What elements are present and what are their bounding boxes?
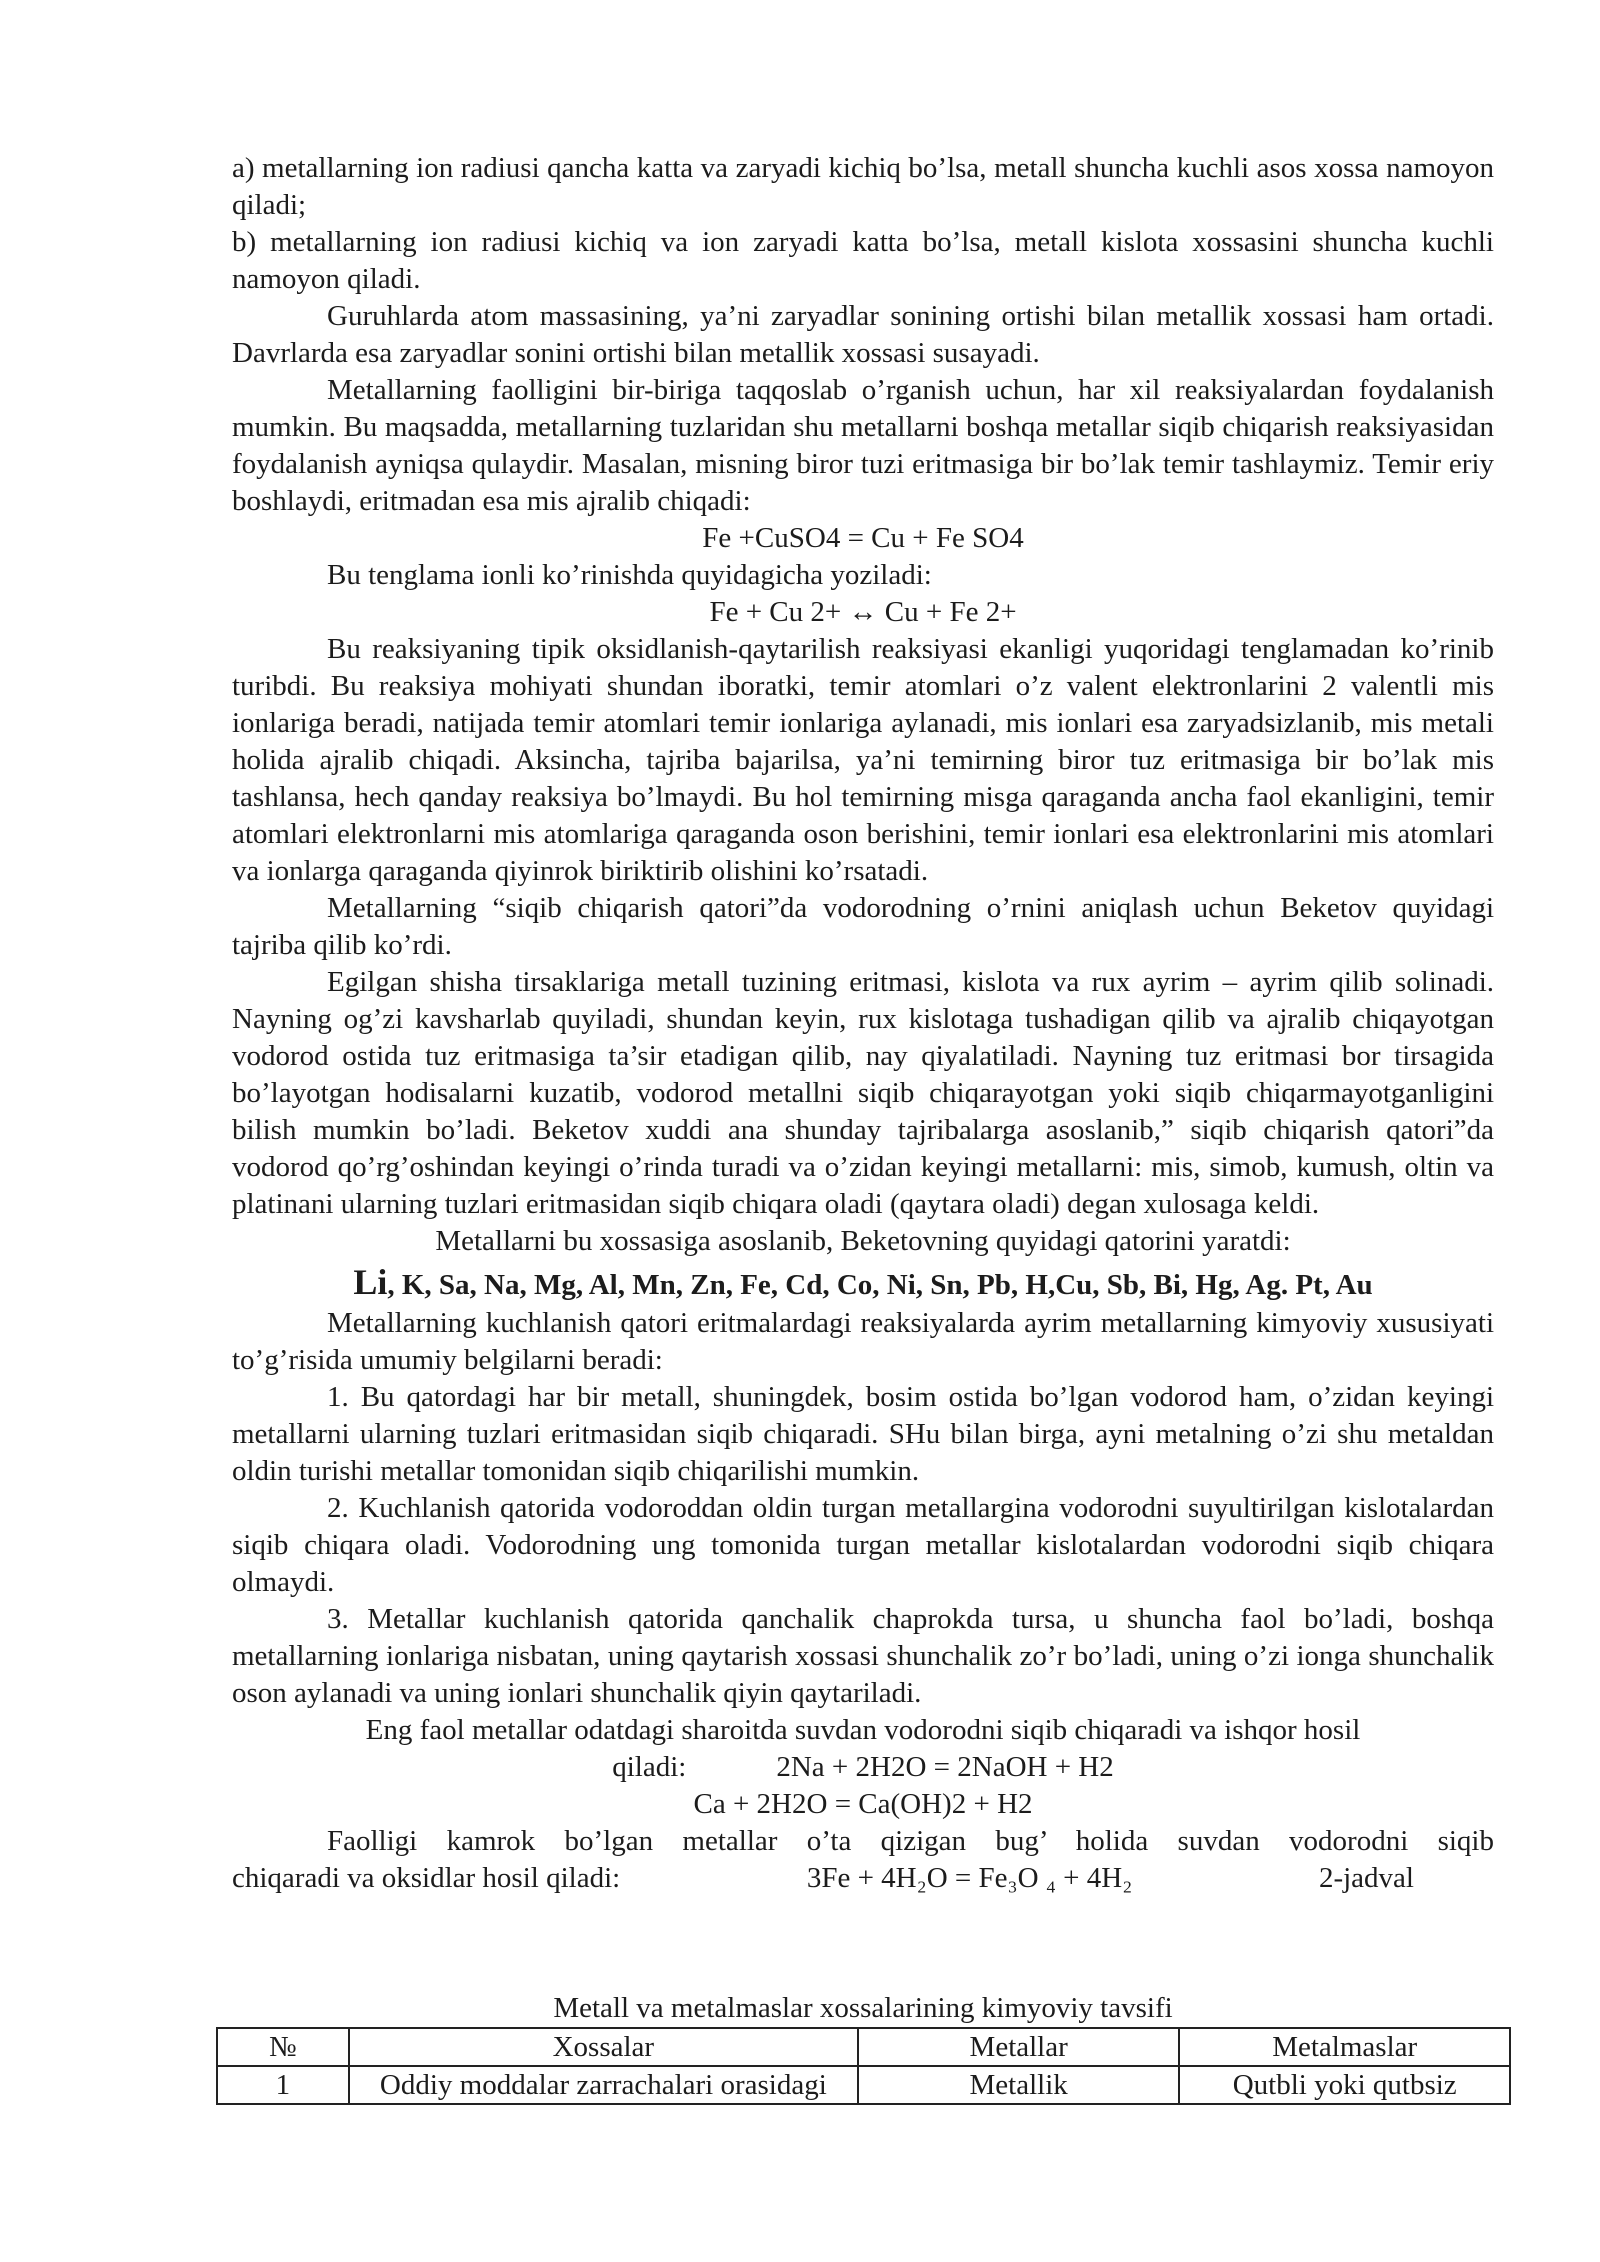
equation: 3Fe + 4H₂O = Fe₃O ₄ + 4H₂ (806, 1862, 1133, 1894)
document-page (232, 150, 1494, 1897)
series-rest: , K, Sa, Na, Mg, Al, Mn, Zn, Fe, Cd, Co, Ni, Sn, Pb, H,Cu, Sb, Bi, Hg, Ag. Pt, Au (387, 1269, 1373, 1301)
paragraph: Metallarning kuchlanish qatori eritmalardagi reaksiyalarda ayrim metallarning kimyoviy xususiyati to’g’risida umumiy belgilarni beradi: (232, 1307, 1494, 1376)
table-caption: Metall va metalmaslar xossalarining kimyoviy tavsifi (553, 1992, 1173, 2024)
header-number: № (217, 2028, 349, 2066)
equation-line (232, 1860, 1494, 1897)
text: qiladi: (612, 1751, 687, 1783)
table-cell: Metallik (858, 2066, 1179, 2104)
table-header-row (217, 2028, 1510, 2066)
metal-activity-series (232, 1262, 1494, 1305)
equation-line (232, 1749, 1494, 1786)
paragraph-a: a) metallarning ion radiusi qancha katta va zaryadi kichiq bo’lsa, metall shuncha kuchli asos xossa namoyon qiladi; (232, 152, 1494, 221)
table-row (217, 2066, 1510, 2104)
equation: Ca + 2H2O = Ca(OH)2 + H2 (693, 1788, 1033, 1820)
table-cell: Oddiy moddalar zarrachalari orasidagi (349, 2066, 858, 2104)
properties-table (216, 2027, 1511, 2105)
paragraph: Metallarning “siqib chiqarish qatori”da vodorodning o’rnini aniqlash uchun Beketov quyidagi tajriba qilib ko’rdi. (232, 892, 1494, 961)
paragraph: 1. Bu qatordagi har bir metall, shuningdek, bosim ostida bo’lgan vodorod ham, o’zidan keyingi metallarni ularning tuzlari eritmasidan siqib chiqaradi. SHu bilan birga, ayni metalning o’zi shu metaldan oldin turishi metallar tomonidan siqib chiqarilishi mumkin. (232, 1381, 1494, 1487)
series-first: Li (353, 1262, 388, 1302)
equation: Fe + Cu 2+ ↔ Cu + Fe 2+ (709, 596, 1017, 628)
table-cell: 1 (217, 2066, 349, 2104)
header-metals: Metallar (858, 2028, 1179, 2066)
text: chiqaradi va oksidlar hosil qiladi: (232, 1862, 621, 1894)
paragraph: Faolligi kamrok bo’lgan metallar o’ta qizigan bug’ holida suvdan vodorodni siqib (327, 1825, 1494, 1857)
paragraph: Bu tenglama ionli ko’rinishda quyidagicha yoziladi: (327, 559, 932, 591)
header-nonmetals: Metalmaslar (1179, 2028, 1510, 2066)
paragraph: 2. Kuchlanish qatorida vodoroddan oldin turgan metallargina vodorodni suyultirilgan kislotalardan siqib chiqara oladi. Vodorodning ung tomonida turgan metallar kislotalardan vodorodni siqib chiqara olmaydi. (232, 1492, 1494, 1598)
paragraph: Egilgan shisha tirsaklariga metall tuzining eritmasi, kislota va rux ayrim – ayrim qilib solinadi. Nayning og’zi kavsharlab quyiladi, shundan keyin, rux kislotaga tushadigan qilib va ajralib chiqayotgan vodorod ostida tuz eritmasiga ta’sir etadigan qilib, nay qiyalatiladi. Nayning tuz eritmasi bor tirsagida bo’layotgan hodisalarni kuzatib, vodorod metallni siqib chiqarayotgan yoki siqib chiqarmayotganligini bilish mumkin bo’ladi. Beketov xuddi ana shunday tajribalarga asoslanib,” siqib chiqarish qatori”da vodorod qo’rg’oshindan keyingi o’rinda turadi va o’zidan keyingi metallarni: mis, simob, kumush, oltin va platinani ularning tuzlari eritmasidan siqib chiqara oladi (qaytara oladi) degan xulosaga keldi. (232, 966, 1494, 1220)
table-cell: Qutbli yoki qutbsiz (1179, 2066, 1510, 2104)
paragraph: Guruhlarda atom massasining, ya’ni zaryadlar sonining ortishi bilan metallik xossasi ham ortadi. Davrlarda esa zaryadlar sonini ortishi bilan metallik xossasi susayadi. (232, 300, 1494, 369)
paragraph-b: b) metallarning ion radiusi kichiq va ion zaryadi katta bo’lsa, metall kislota xossasini shuncha kuchli namoyon qiladi. (232, 226, 1494, 295)
header-properties: Xossalar (349, 2028, 858, 2066)
paragraph: Bu reaksiyaning tipik oksidlanish-qaytarilish reaksiyasi ekanligi yuqoridagi tenglamadan ko’rinib turibdi. Bu reaksiya mohiyati shundan iboratki, temir atomlari o’z valent elektronlarini 2 valentli mis ionlariga beradi, natijada temir atomlari temir ionlariga aylanadi, mis ionlari esa zaryadsizlanib, mis metali holida ajralib chiqadi. Aksincha, tajriba bajarilsa, ya’ni temirning biror tuz eritmasiga bir bo’lak mis tashlansa, hech qanday reaksiya bo’lmaydi. Bu hol temirning misga qaraganda ancha faol ekanligini, temir atomlari elektronlarni mis atomlariga qaraganda oson berishini, temir ionlari esa elektronlarini mis atomlari va ionlarga qaraganda qiyinrok biriktirib olishini ko’rsatadi. (232, 633, 1494, 887)
equation: Fe +CuSO4 = Cu + Fe SO4 (702, 522, 1024, 554)
paragraph: 3. Metallar kuchlanish qatorida qanchalik chaprokda tursa, u shuncha faol bo’ladi, boshqa metallarning ionlariga nisbatan, uning qaytarish xossasi shunchalik zo’r bo’ladi, uning o’zi ionga shunchalik oson aylanadi va uning ionlari shunchalik qiyin qaytariladi. (232, 1603, 1494, 1709)
paragraph: Eng faol metallar odatdagi sharoitda suvdan vodorodni siqib chiqaradi va ishqor hosil (365, 1714, 1361, 1746)
paragraph: Metallarning faolligini bir-biriga taqqoslab o’rganish uchun, har xil reaksiyalardan foydalanish mumkin. Bu maqsadda, metallarning tuzlaridan shu metallarni boshqa metallar siqib chiqarish reaksiyasidan foydalanish ayniqsa qulaydir. Masalan, misning biror tuzi eritmasiga bir bo’lak temir tashlaymiz. Temir eriy boshlaydi, eritmadan esa mis ajralib chiqadi: (232, 374, 1494, 517)
equation: 2Na + 2H2O = 2NaOH + H2 (776, 1751, 1114, 1783)
table-tag: 2-jadval (1318, 1862, 1414, 1894)
paragraph: Metallarni bu xossasiga asoslanib, Beketovning quyidagi qatorini yaratdi: (435, 1225, 1291, 1257)
